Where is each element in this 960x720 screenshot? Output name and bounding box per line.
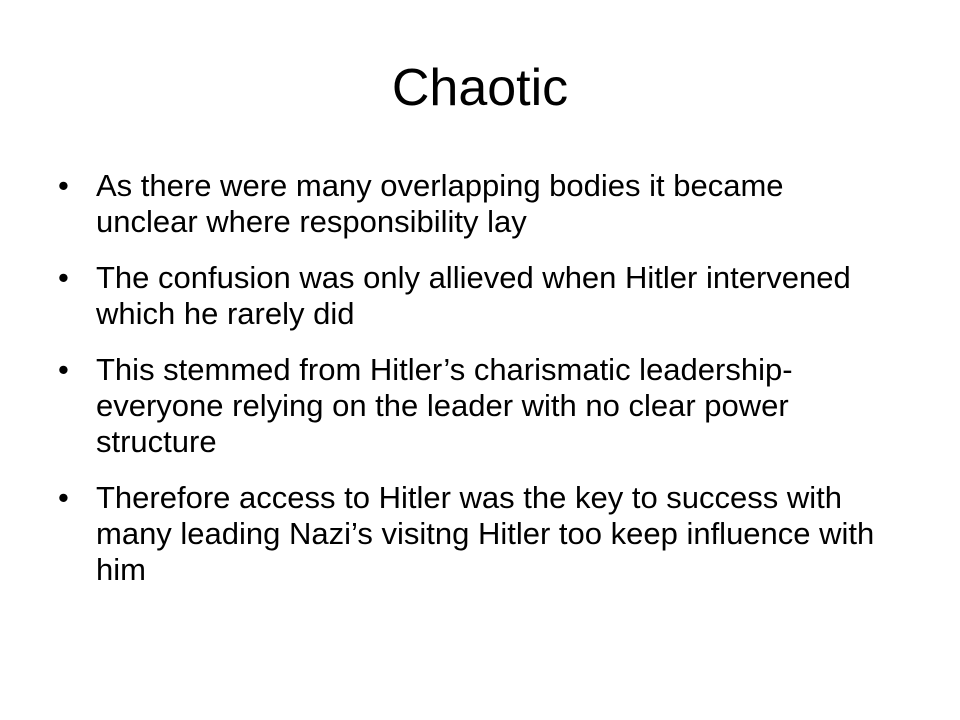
bullet-item [58,168,878,240]
bullet-dot-icon: • [58,168,69,203]
bullet-dot-icon: • [58,352,69,387]
bullet-text: As there were many overlapping bodies it became unclear where responsibility lay [96,168,784,239]
bullet-dot-icon: • [58,480,69,515]
bullet-text: This stemmed from Hitler’s charismatic leadership- everyone relying on the leader with no clear power structure [96,352,793,459]
bullet-dot-icon: • [58,260,69,295]
bullet-text: Therefore access to Hitler was the key to success with many leading Nazi’s visitng Hitler too keep influence with him [96,480,875,587]
bullet-item [58,352,878,460]
bullet-text: The confusion was only allieved when Hitler intervened which he rarely did [96,260,851,331]
bullet-item [58,260,878,332]
bullet-list [58,168,878,608]
slide-title: Chaotic [391,59,569,117]
bullet-item [58,480,878,588]
